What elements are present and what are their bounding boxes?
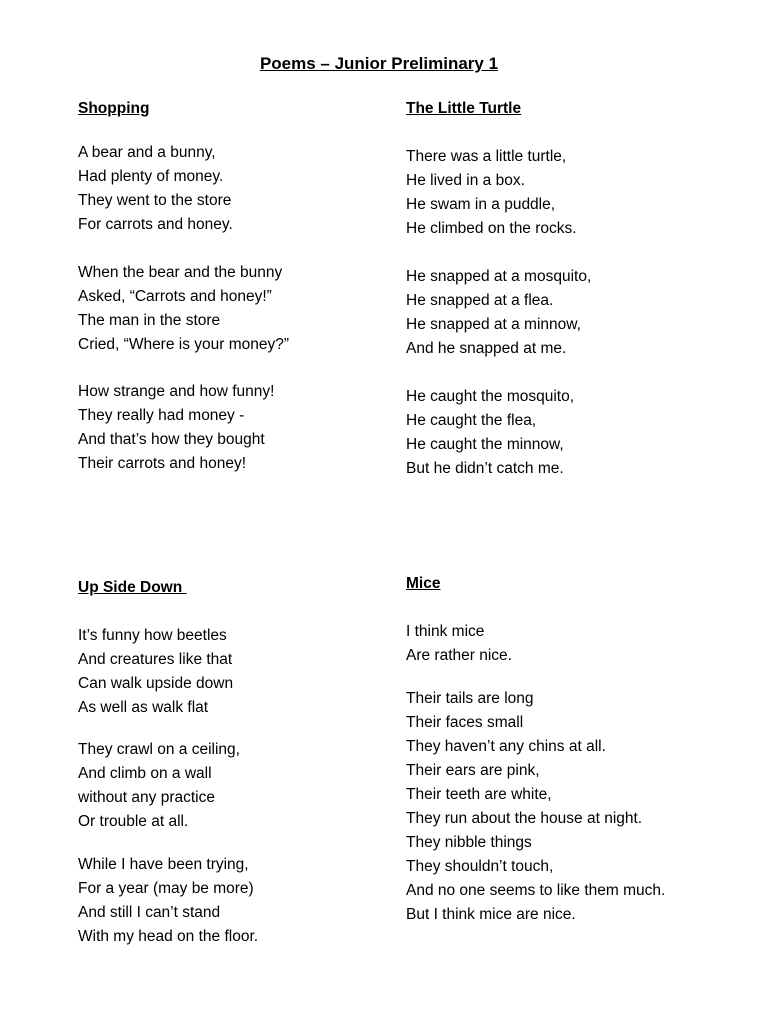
poem-line: Asked, “Carrots and honey!” bbox=[78, 288, 272, 305]
poem-line: Their ears are pink, bbox=[406, 762, 540, 779]
poem-line: They run about the house at night. bbox=[406, 810, 643, 827]
poem-line: He snapped at a flea. bbox=[406, 292, 554, 309]
poem-line: Can walk upside down bbox=[78, 675, 234, 692]
poem-line: They nibble things bbox=[406, 834, 532, 851]
poem-line: He caught the flea, bbox=[406, 412, 537, 429]
poem-line: Cried, “Where is your money?” bbox=[78, 336, 290, 353]
poem-line: As well as walk flat bbox=[78, 699, 209, 716]
poem-line: And he snapped at me. bbox=[406, 340, 567, 357]
poem-line: He swam in a puddle, bbox=[406, 196, 556, 213]
page-title: Poems – Junior Preliminary 1 bbox=[259, 54, 499, 73]
poem-line: There was a little turtle, bbox=[406, 148, 567, 165]
stanza bbox=[406, 620, 665, 668]
poem-title: The Little Turtle bbox=[406, 100, 522, 117]
poem-line: He snapped at a mosquito, bbox=[406, 268, 592, 285]
poem-line: And still I can’t stand bbox=[78, 904, 221, 921]
stanza bbox=[406, 145, 591, 241]
stanza bbox=[78, 261, 289, 357]
poem-line: He lived in a box. bbox=[406, 172, 525, 189]
poem-title: Shopping bbox=[78, 100, 150, 117]
poem-line: They shouldn’t touch, bbox=[406, 858, 554, 875]
poem-line: For carrots and honey. bbox=[78, 216, 233, 233]
poem-line: The man in the store bbox=[78, 312, 221, 329]
poem-line: And climb on a wall bbox=[78, 765, 212, 782]
poem-line: They really had money - bbox=[78, 407, 245, 424]
poem-the-little-turtle bbox=[406, 98, 591, 481]
poem-line: Their tails are long bbox=[406, 690, 534, 707]
stanza bbox=[78, 624, 258, 720]
poem-line: He caught the mosquito, bbox=[406, 388, 575, 405]
poem-line: And that’s how they bought bbox=[78, 431, 265, 448]
poem-up-side-down bbox=[78, 577, 258, 949]
poem-line: For a year (may be more) bbox=[78, 880, 254, 897]
poem-title: Mice bbox=[406, 575, 441, 592]
poem-line: He caught the minnow, bbox=[406, 436, 564, 453]
poem-line: While I have been trying, bbox=[78, 856, 249, 873]
poem-line: And no one seems to like them much. bbox=[406, 882, 666, 899]
poem-line: They went to the store bbox=[78, 192, 232, 209]
stanza bbox=[406, 265, 591, 361]
poem-line: He climbed on the rocks. bbox=[406, 220, 577, 237]
poem-mice bbox=[406, 573, 665, 927]
poem-line: They crawl on a ceiling, bbox=[78, 741, 240, 758]
stanza bbox=[78, 380, 289, 476]
poem-line: Or trouble at all. bbox=[78, 813, 189, 830]
stanza bbox=[78, 141, 289, 237]
poem-line: I think mice bbox=[406, 623, 485, 640]
poem-line: A bear and a bunny, bbox=[78, 144, 216, 161]
poem-shopping bbox=[78, 98, 289, 476]
poem-line: without any practice bbox=[78, 789, 215, 806]
poem-line: It’s funny how beetles bbox=[78, 627, 227, 644]
poem-line: And creatures like that bbox=[78, 651, 233, 668]
poem-line: But he didn’t catch me. bbox=[406, 460, 564, 477]
poem-line: How strange and how funny! bbox=[78, 383, 275, 400]
poem-line: Had plenty of money. bbox=[78, 168, 224, 185]
poem-line: He snapped at a minnow, bbox=[406, 316, 581, 333]
poem-line: But I think mice are nice. bbox=[406, 906, 576, 923]
poem-line: Their faces small bbox=[406, 714, 524, 731]
poem-line: Their carrots and honey! bbox=[78, 455, 247, 472]
poem-line: With my head on the floor. bbox=[78, 928, 259, 945]
stanza bbox=[406, 687, 665, 927]
poem-line: Are rather nice. bbox=[406, 647, 512, 664]
poem-title: Up Side Down bbox=[78, 579, 187, 596]
stanza bbox=[406, 385, 591, 481]
poem-line: Their teeth are white, bbox=[406, 786, 552, 803]
stanza bbox=[78, 738, 258, 834]
poem-line: They haven’t any chins at all. bbox=[406, 738, 606, 755]
poem-line: When the bear and the bunny bbox=[78, 264, 283, 281]
stanza bbox=[78, 853, 258, 949]
